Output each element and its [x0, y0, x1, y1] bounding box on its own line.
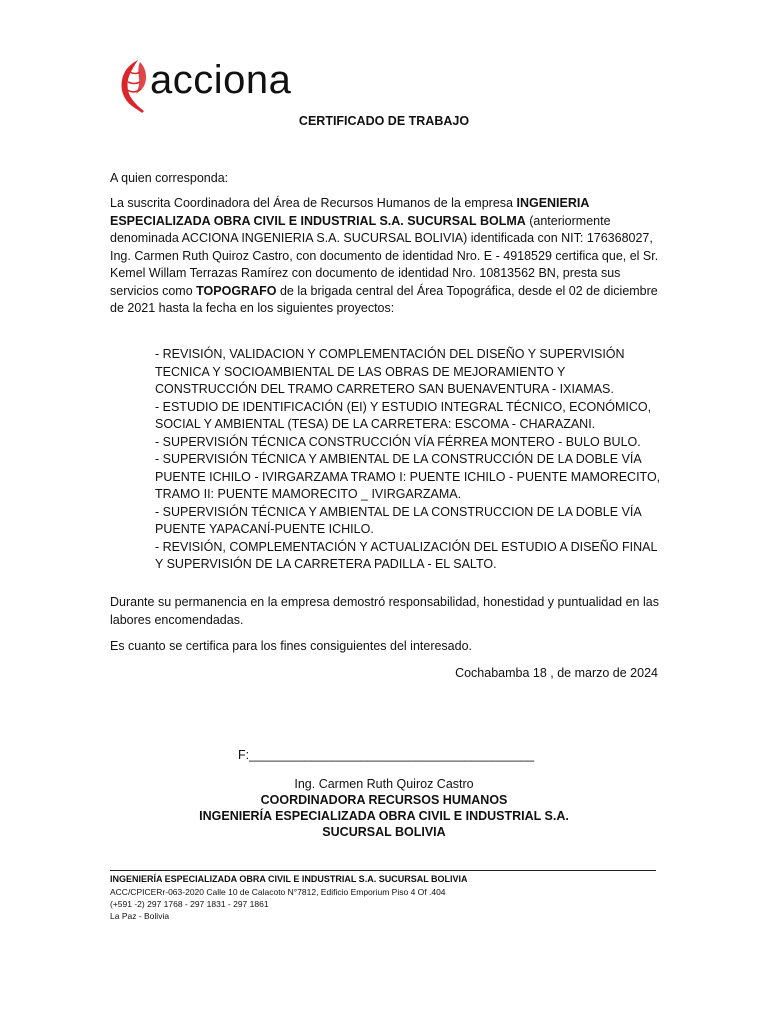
project-item: - ESTUDIO DE IDENTIFICACIÓN (EI) Y ESTUDIO INTEGRAL TÉCNICO, ECONÓMICO, SOCIAL Y AMBIENTAL (TESA) DE LA CARRETERA: ESCOMA - CHARAZANI.	[155, 399, 652, 431]
project-item: - REVISIÓN, COMPLEMENTACIÓN Y ACTUALIZACIÓN DEL ESTUDIO A DISEÑO FINAL Y SUPERVISIÓN DE LA CARRETERA PADILLA - EL SALTO.	[155, 539, 657, 571]
document-title: CERTIFICADO DE TRABAJO	[298, 114, 470, 128]
footer-divider	[110, 870, 656, 871]
footer-address: ACC/CPICERr-063-2020 Calle 10 de Calacoto N°7812, Edificio Emporium Piso 4 Of .404	[110, 887, 446, 897]
acciona-logo	[116, 54, 296, 118]
signer-branch: SUCURSAL BOLIVIA	[322, 825, 446, 839]
footer-company: INGENIERÍA ESPECIALIZADA OBRA CIVIL E INDUSTRIAL S.A. SUCURSAL BOLIVIA	[110, 874, 468, 884]
footer-phones: (+591 -2) 297 1768 - 297 1831 - 297 1861	[110, 899, 269, 909]
project-list	[155, 346, 665, 574]
signer-company: INGENIERÍA ESPECIALIZADA OBRA CIVIL E INDUSTRIAL S.A.	[199, 809, 569, 823]
signer-name: Ing. Carmen Ruth Quiroz Castro	[294, 777, 474, 791]
closing-paragraph: Durante su permanencia en la empresa demostró responsabilidad, honestidad y puntualidad en las labores encomendadas.	[110, 595, 659, 627]
signer-role: COORDINADORA RECURSOS HUMANOS	[260, 793, 508, 807]
paragraph-text-part: de la brigada central del Área Topográfica, desde el 02 de diciembre de 2021 hasta la fecha en los siguientes proyectos:	[110, 283, 658, 315]
footer-city: La Paz - Bolivia	[110, 911, 170, 921]
certification-paragraph	[110, 195, 662, 318]
project-item: - SUPERVISIÓN TÉCNICA CONSTRUCCIÓN VÍA FÉRREA MONTERO - BULO BULO.	[155, 434, 641, 449]
project-item: - SUPERVISIÓN TÉCNICA Y AMBIENTAL DE LA CONSTRUCCION DE LA DOBLE VÍA PUENTE YAPACANÍ-PUENTE ICHILO.	[155, 504, 642, 536]
job-role: TOPOGRAFO	[196, 283, 277, 298]
company-name: INGENIERIA ESPECIALIZADA OBRA CIVIL E INDUSTRIAL S.A. SUCURSAL BOLMA	[110, 196, 589, 228]
project-item: - SUPERVISIÓN TÉCNICA Y AMBIENTAL DE LA CONSTRUCCIÓN DE LA DOBLE VÍA PUENTE ICHILO - IVIRGARZAMA TRAMO I: PUENTE ICHILO - PUENTE MAMORECITO, TRAMO II: PUENTE MAMORECITO _ IVIRGARZAMA.	[155, 452, 661, 501]
logo-wordmark: acciona	[150, 58, 292, 102]
project-item: - REVISIÓN, VALIDACION Y COMPLEMENTACIÓN DEL DISEÑO Y SUPERVISIÓN TECNICA Y SOCIOAMBIENTAL DE LAS OBRAS DE MEJORAMIENTO Y CONSTRUCCIÓN DEL TRAMO CARRETERO SAN BUENAVENTURA - IXIAMAS.	[155, 347, 625, 396]
signature-line: F:_________________________________________	[238, 748, 535, 762]
closing-statement: Es cuanto se certifica para los fines consiguientes del interesado.	[110, 639, 473, 653]
salutation: A quien corresponda:	[110, 171, 229, 185]
paragraph-text-part: (anteriormente denominada ACCIONA INGENIERIA S.A. SUCURSAL BOLIVIA) identificada con NIT: 176368027, Ing. Carmen Ruth Quiroz Castro, con documento de identidad Nro. E - 4918529 certifica que, el Sr. Kemel Willam Terrazas Ramírez con documento de identidad Nro. 10813562 BN, presta sus servicios como	[110, 213, 659, 298]
paragraph-text-part: La suscrita Coordinadora del Área de Recursos Humanos de la empresa	[110, 196, 517, 210]
date-line: Cochabamba 18 , de marzo de 2024	[455, 666, 658, 680]
leaf-logo-icon	[116, 56, 152, 116]
